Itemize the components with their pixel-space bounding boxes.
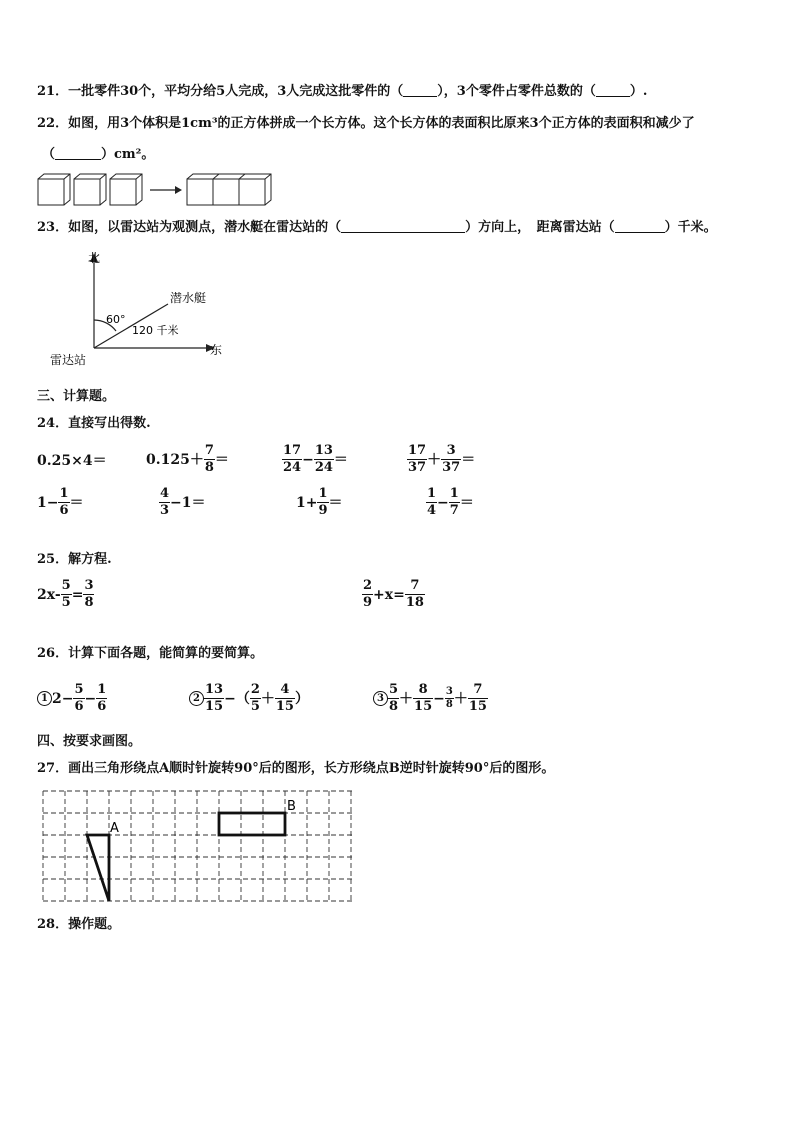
label-distance: 120 千米: [132, 324, 179, 337]
circled-number: 1: [37, 691, 52, 706]
point-a-label: A: [110, 821, 119, 836]
answer-blank[interactable]: [55, 146, 101, 160]
calc-26-2: 2 $\frac{13}{15}$ −（ $\frac{2}{5}$ ＋ $\frac{4}{15}$ ）: [189, 682, 309, 715]
answer-blank[interactable]: [341, 219, 465, 233]
expr-24-5: 1− $\frac{1}{6}$ ＝: [37, 486, 84, 518]
label-east: 东: [210, 343, 223, 357]
expr-24-7: 1+ $\frac{1}{9}$ ＝: [296, 486, 343, 518]
triangle: [87, 835, 109, 901]
question-24: 24．直接写出得数.: [37, 416, 151, 431]
question-21: 21．一批零件30个，平均分给5人完成，3人完成这批零件的（ ），3个零件占零件总数的（ ）.: [37, 84, 648, 99]
cuboid: [187, 174, 271, 205]
answer-blank[interactable]: [615, 219, 665, 233]
radar-diagram: [48, 248, 238, 376]
expr-24-2: 0.125＋ $\frac{7}{8}$ ＝: [146, 443, 229, 475]
circled-number: 2: [189, 691, 204, 706]
question-25: 25．解方程.: [37, 552, 112, 567]
cube-1: [38, 174, 70, 205]
equation-25-2: $\frac{2}{9}$ +x= $\frac{7}{18}$: [363, 578, 424, 610]
calc-26-3: 3 $\frac{5}{8}$ ＋ $\frac{8}{15}$ − $\frac{3}{8}$ ＋ $\frac{7}{15}$: [373, 682, 488, 715]
answer-blank[interactable]: [403, 83, 437, 97]
label-angle: 60°: [106, 313, 126, 326]
section-3-heading: 三、计算题。: [37, 389, 116, 404]
expr-24-6: $\frac{4}{3}$ −1＝: [160, 486, 206, 518]
expr-24-4: $\frac{17}{37}$ ＋ $\frac{3}{37}$ ＝: [408, 443, 476, 475]
question-22-line2: （ ）cm²。: [42, 147, 155, 162]
answer-blank[interactable]: [596, 83, 630, 97]
label-station: 雷达站: [50, 353, 87, 367]
label-north: 北: [88, 251, 101, 265]
question-26: 26．计算下面各题，能简算的要简算。: [37, 646, 264, 661]
rectangle: [219, 813, 285, 835]
grid-figure[interactable]: [40, 788, 358, 904]
calc-26-1: 1 2− $\frac{5}{6}$ − $\frac{1}{6}$: [37, 682, 107, 715]
expr-24-3: $\frac{17}{24}$ − $\frac{13}{24}$ ＝: [283, 443, 348, 475]
expr-24-8: $\frac{1}{4}$ − $\frac{1}{7}$ ＝: [427, 486, 474, 518]
arrow-right-icon: [150, 186, 182, 194]
cubes-figure: [35, 170, 275, 208]
cube-2: [74, 174, 106, 205]
question-23: 23．如图，以雷达站为观测点，潜水艇在雷达站的（ ）方向上， 距离雷达站（ ）千米。: [37, 220, 717, 235]
cube-3: [110, 174, 142, 205]
section-4-heading: 四、按要求画图。: [37, 734, 142, 749]
question-22: 22．如图，用3个体积是1cm³的正方体拼成一个长方体。这个长方体的表面积比原来3个正方体的表面积和减少了: [37, 116, 695, 131]
question-28: 28．操作题。: [37, 917, 121, 932]
expr-24-1: 0.25×4＝: [37, 453, 107, 469]
point-b-label: B: [287, 799, 296, 814]
question-27: 27．画出三角形绕点A顺时针旋转90°后的图形，长方形绕点B逆时针旋转90°后的图形。: [37, 761, 555, 776]
equation-25-1: 2x- $\frac{5}{5}$ = $\frac{3}{8}$: [37, 578, 94, 610]
circled-number: 3: [373, 691, 388, 706]
label-submarine: 潜水艇: [170, 291, 207, 305]
